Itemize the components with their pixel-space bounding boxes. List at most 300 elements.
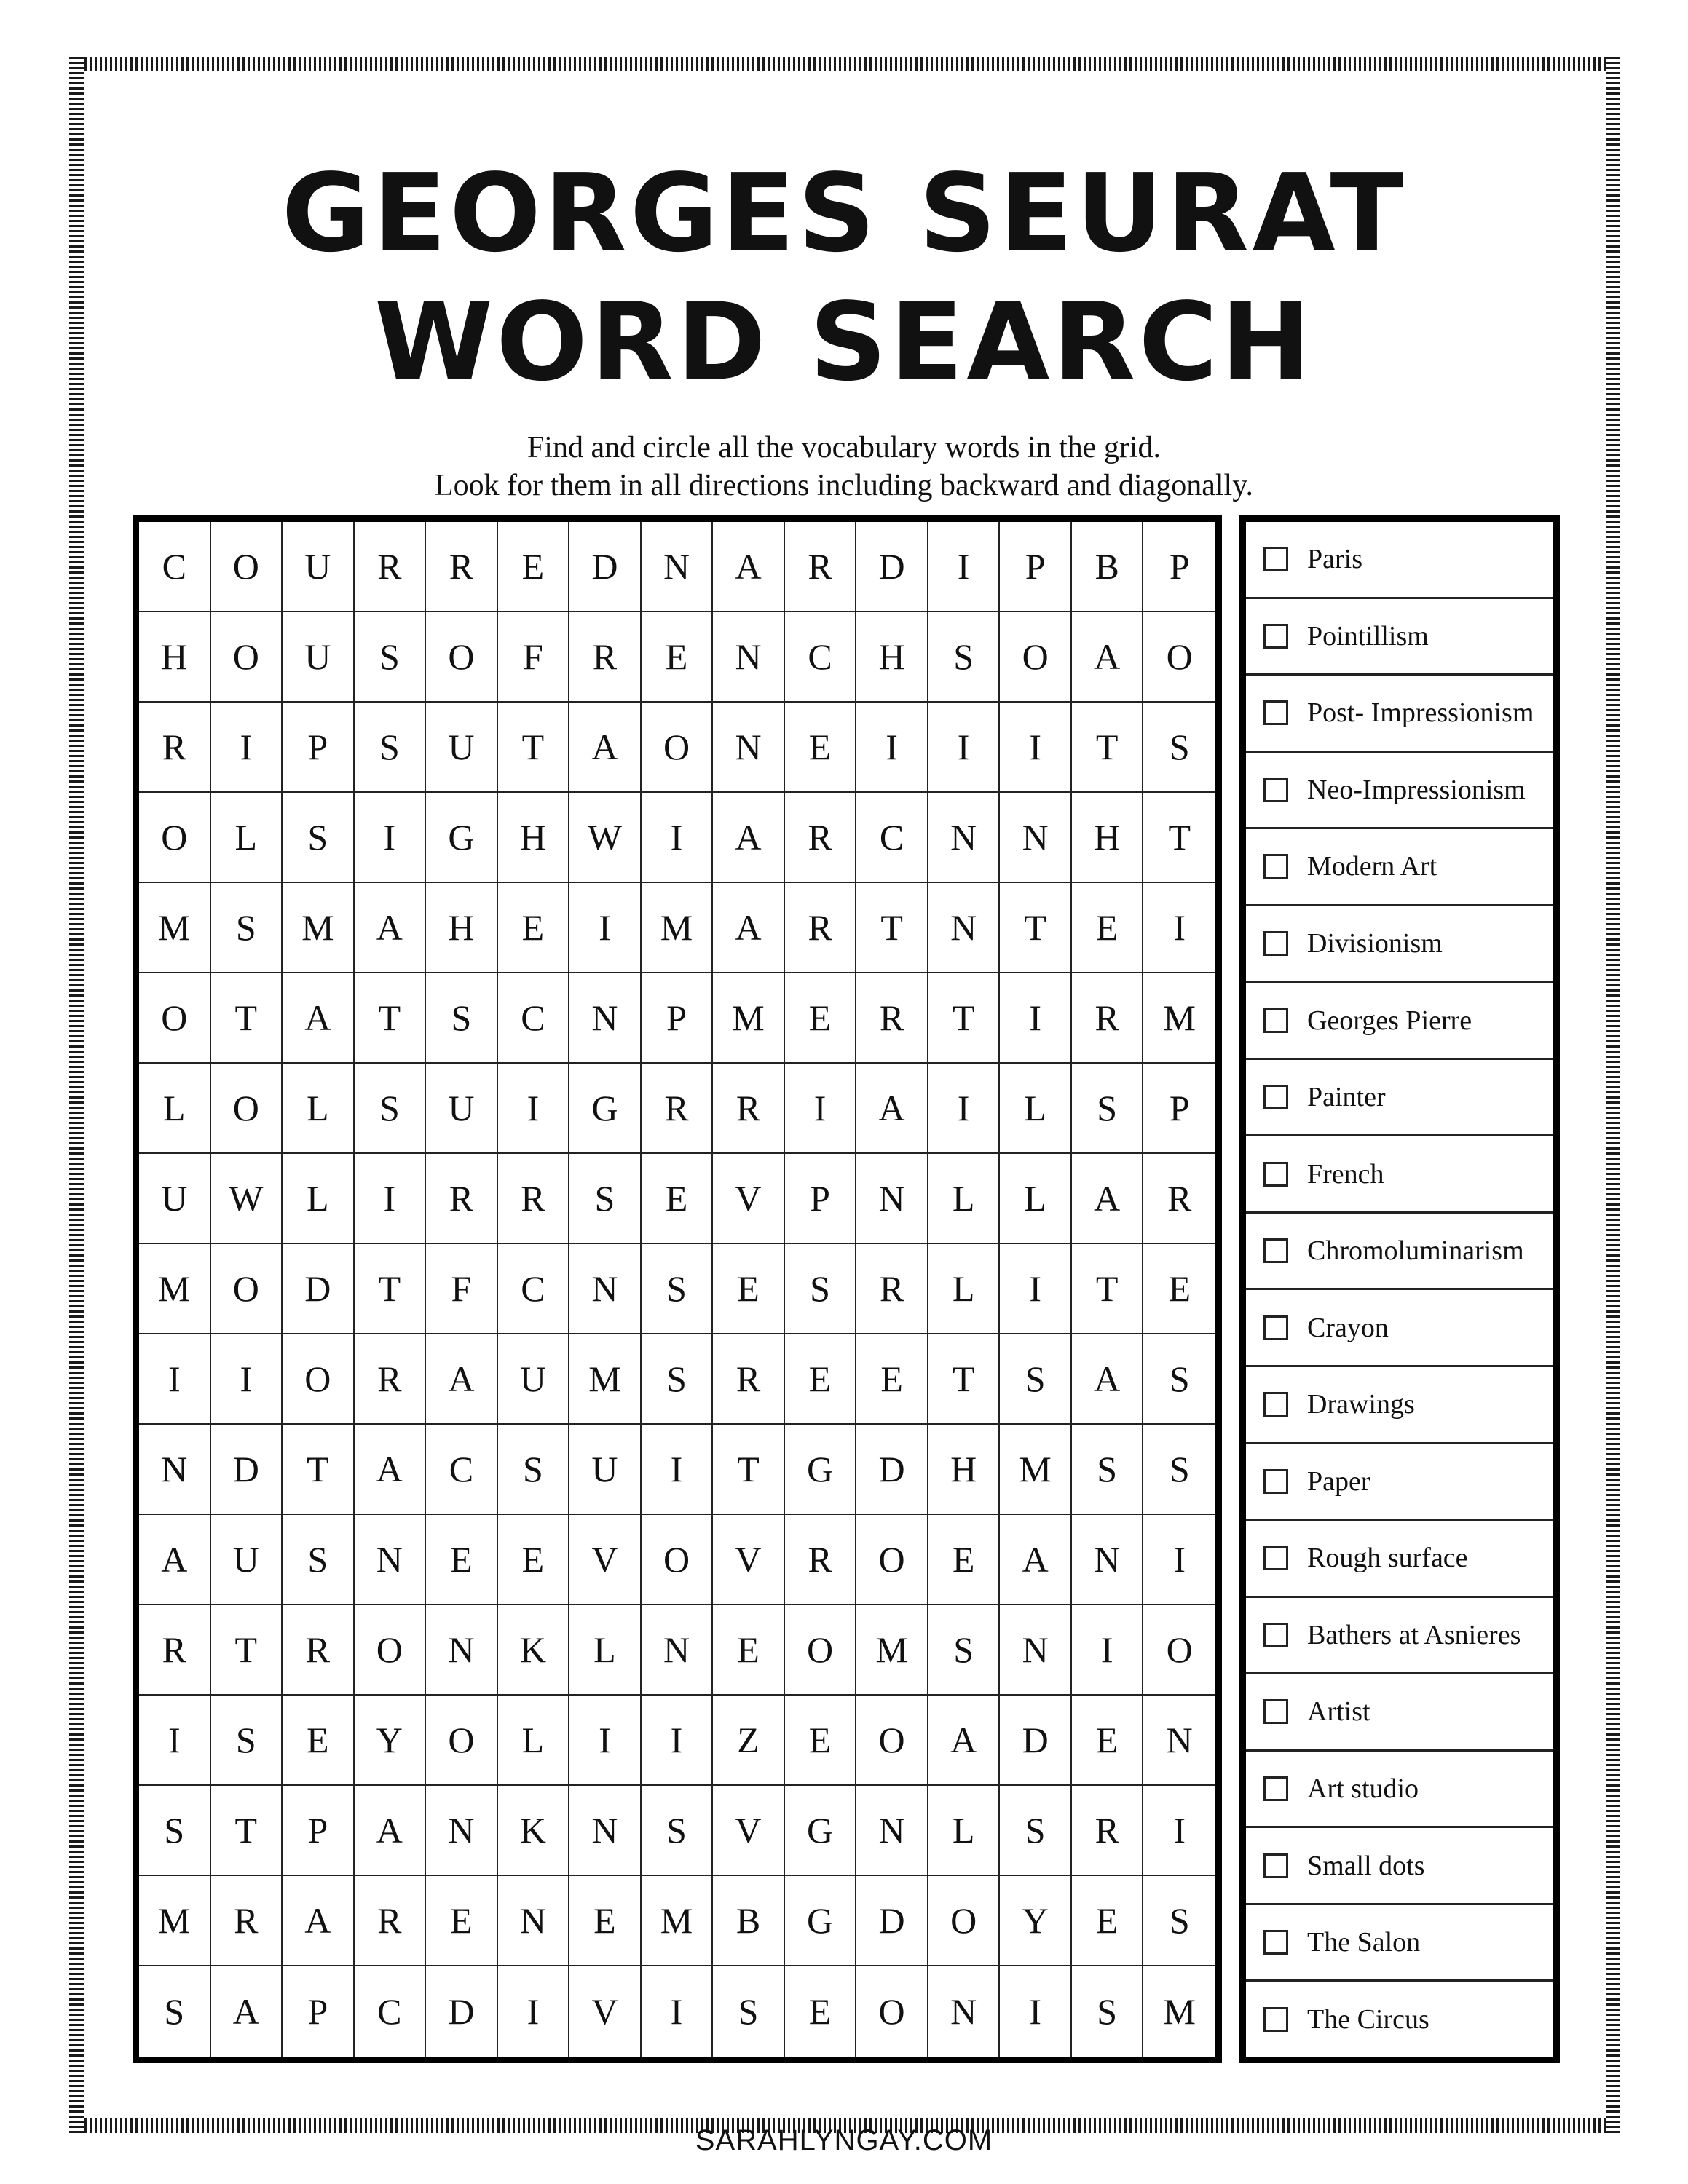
grid-cell[interactable]: M [139, 1876, 211, 1966]
grid-cell[interactable]: R [785, 1515, 857, 1605]
grid-cell[interactable]: U [211, 1515, 283, 1605]
grid-cell[interactable]: D [211, 1425, 283, 1515]
grid-cell[interactable]: A [713, 793, 785, 883]
grid-cell[interactable]: O [426, 1696, 498, 1786]
grid-cell[interactable]: I [569, 1696, 642, 1786]
grid-cell[interactable]: D [856, 522, 928, 612]
checkbox-icon[interactable] [1263, 1699, 1288, 1724]
checkbox-icon[interactable] [1263, 1469, 1288, 1494]
grid-cell[interactable]: R [1072, 973, 1144, 1064]
grid-cell[interactable]: E [1072, 1876, 1144, 1966]
grid-cell[interactable]: U [139, 1154, 211, 1244]
grid-cell[interactable]: A [1000, 1515, 1072, 1605]
grid-cell[interactable]: N [713, 612, 785, 703]
grid-cell[interactable]: C [856, 793, 928, 883]
grid-cell[interactable]: O [211, 1244, 283, 1334]
grid-cell[interactable]: R [569, 612, 642, 703]
checkbox-icon[interactable] [1263, 1392, 1288, 1417]
grid-cell[interactable]: I [928, 1064, 1001, 1154]
grid-cell[interactable]: S [498, 1425, 570, 1515]
grid-cell[interactable]: O [856, 1515, 928, 1605]
grid-cell[interactable]: E [785, 703, 857, 793]
grid-cell[interactable]: O [642, 703, 714, 793]
grid-cell[interactable]: L [1000, 1154, 1072, 1244]
word-label: The Circus [1307, 2003, 1429, 2035]
grid-cell[interactable]: L [283, 1154, 355, 1244]
grid-cell[interactable]: W [569, 793, 642, 883]
checkbox-icon[interactable] [1263, 700, 1288, 725]
grid-cell[interactable]: C [785, 612, 857, 703]
grid-cell[interactable]: N [498, 1876, 570, 1966]
grid-cell[interactable]: E [642, 612, 714, 703]
grid-cell[interactable]: D [856, 1425, 928, 1515]
grid-cell[interactable]: U [426, 703, 498, 793]
grid-cell[interactable]: R [785, 793, 857, 883]
grid-cell[interactable]: E [785, 1966, 857, 2057]
checkbox-icon[interactable] [1263, 1776, 1288, 1801]
grid-cell[interactable]: S [211, 1696, 283, 1786]
grid-cell[interactable]: T [355, 973, 427, 1064]
checkbox-icon[interactable] [1263, 854, 1288, 879]
grid-cell[interactable]: F [426, 1244, 498, 1334]
grid-cell[interactable]: T [211, 1605, 283, 1696]
grid-cell[interactable]: R [283, 1605, 355, 1696]
word-label: Paris [1307, 544, 1362, 575]
grid-cell[interactable]: H [426, 883, 498, 973]
grid-cell[interactable]: G [785, 1786, 857, 1876]
grid-cell[interactable]: E [1072, 1696, 1144, 1786]
grid-cell[interactable]: L [1000, 1064, 1072, 1154]
word-list-item [1246, 1674, 1553, 1752]
grid-cell[interactable]: N [928, 883, 1001, 973]
grid-cell[interactable]: O [1000, 612, 1072, 703]
grid-cell[interactable]: T [856, 883, 928, 973]
checkbox-icon[interactable] [1263, 1162, 1288, 1187]
grid-cell[interactable]: T [1072, 1244, 1144, 1334]
grid-cell[interactable]: A [355, 1425, 427, 1515]
word-list-item [1246, 753, 1553, 830]
word-list-item [1246, 906, 1553, 984]
grid-cell[interactable]: E [713, 1605, 785, 1696]
grid-cell[interactable]: S [1000, 1786, 1072, 1876]
grid-cell[interactable]: E [785, 973, 857, 1064]
grid-cell[interactable]: P [283, 1786, 355, 1876]
grid-cell[interactable]: I [928, 522, 1001, 612]
grid-cell[interactable]: A [1072, 1334, 1144, 1425]
grid-cell[interactable]: M [642, 883, 714, 973]
grid-cell[interactable]: I [1143, 1786, 1215, 1876]
grid-cell[interactable]: L [569, 1605, 642, 1696]
grid-cell[interactable]: E [713, 1244, 785, 1334]
grid-cell[interactable]: S [283, 1515, 355, 1605]
grid-cell[interactable]: Y [1000, 1876, 1072, 1966]
grid-cell[interactable]: W [211, 1154, 283, 1244]
grid-cell[interactable]: S [1143, 703, 1215, 793]
checkbox-icon[interactable] [1263, 1853, 1288, 1878]
grid-cell[interactable]: S [642, 1244, 714, 1334]
grid-cell[interactable]: B [713, 1876, 785, 1966]
grid-cell[interactable]: A [856, 1064, 928, 1154]
grid-cell[interactable]: E [426, 1515, 498, 1605]
grid-cell[interactable]: O [211, 612, 283, 703]
grid-cell[interactable]: L [498, 1696, 570, 1786]
grid-cell[interactable]: R [139, 703, 211, 793]
grid-cell[interactable]: P [1143, 1064, 1215, 1154]
grid-cell[interactable]: P [283, 703, 355, 793]
grid-cell[interactable]: S [1072, 1425, 1144, 1515]
grid-cell[interactable]: E [498, 883, 570, 973]
grid-cell[interactable]: A [139, 1515, 211, 1605]
grid-cell[interactable]: M [642, 1876, 714, 1966]
grid-cell[interactable]: I [1000, 1244, 1072, 1334]
grid-cell[interactable]: O [1143, 1605, 1215, 1696]
grid-cell[interactable]: L [928, 1244, 1001, 1334]
grid-cell[interactable]: I [642, 1966, 714, 2057]
grid-cell[interactable]: I [1072, 1605, 1144, 1696]
grid-cell[interactable]: O [283, 1334, 355, 1425]
grid-cell[interactable]: I [1143, 883, 1215, 973]
grid-cell[interactable]: C [498, 973, 570, 1064]
grid-cell[interactable]: E [426, 1876, 498, 1966]
grid-cell[interactable]: N [426, 1786, 498, 1876]
grid-cell[interactable]: N [355, 1515, 427, 1605]
grid-cell[interactable]: T [498, 703, 570, 793]
grid-cell[interactable]: C [426, 1425, 498, 1515]
grid-cell[interactable]: O [1143, 612, 1215, 703]
checkbox-icon[interactable] [1263, 1008, 1288, 1033]
grid-cell[interactable]: T [355, 1244, 427, 1334]
grid-cell[interactable]: P [283, 1966, 355, 2057]
grid-cell[interactable]: S [426, 973, 498, 1064]
grid-cell[interactable]: I [139, 1696, 211, 1786]
grid-cell[interactable]: S [211, 883, 283, 973]
grid-cell[interactable]: A [713, 883, 785, 973]
grid-cell[interactable]: Z [713, 1696, 785, 1786]
grid-cell[interactable]: O [355, 1605, 427, 1696]
grid-cell[interactable]: N [569, 1786, 642, 1876]
word-label: Artist [1307, 1696, 1370, 1728]
grid-cell[interactable]: T [211, 973, 283, 1064]
grid-cell[interactable]: V [713, 1786, 785, 1876]
grid-cell[interactable]: A [355, 1786, 427, 1876]
grid-cell[interactable]: T [928, 973, 1001, 1064]
grid-cell[interactable]: S [785, 1244, 857, 1334]
page-title-line-2: WORD SEARCH [374, 280, 1314, 405]
grid-cell[interactable]: I [355, 1154, 427, 1244]
grid-cell[interactable]: R [426, 522, 498, 612]
grid-cell[interactable]: A [1072, 612, 1144, 703]
grid-cell[interactable]: R [355, 1334, 427, 1425]
grid-cell[interactable]: K [498, 1786, 570, 1876]
grid-cell[interactable]: S [139, 1786, 211, 1876]
checkbox-icon[interactable] [1263, 2007, 1288, 2032]
grid-cell[interactable]: N [928, 793, 1001, 883]
grid-cell[interactable]: U [498, 1334, 570, 1425]
grid-cell[interactable]: O [139, 973, 211, 1064]
grid-cell[interactable]: A [283, 1876, 355, 1966]
grid-cell[interactable]: E [856, 1334, 928, 1425]
grid-cell[interactable]: H [139, 612, 211, 703]
grid-cell[interactable]: D [569, 522, 642, 612]
grid-cell[interactable]: E [1143, 1244, 1215, 1334]
grid-cell[interactable]: F [498, 612, 570, 703]
grid-cell[interactable]: I [1000, 1966, 1072, 2057]
grid-cell[interactable]: R [856, 973, 928, 1064]
grid-cell[interactable]: T [1072, 703, 1144, 793]
grid-cell[interactable]: S [355, 703, 427, 793]
grid-cell[interactable]: I [1143, 1515, 1215, 1605]
word-label: Pointillism [1307, 620, 1429, 652]
grid-cell[interactable]: P [642, 973, 714, 1064]
checkbox-icon[interactable] [1263, 1315, 1288, 1340]
word-label: Paper [1307, 1465, 1370, 1497]
word-label: Crayon [1307, 1312, 1389, 1343]
grid-cell[interactable]: V [569, 1966, 642, 2057]
grid-cell[interactable]: R [1072, 1786, 1144, 1876]
grid-cell[interactable]: S [139, 1966, 211, 2057]
grid-cell[interactable]: S [1143, 1876, 1215, 1966]
grid-cell[interactable]: T [211, 1786, 283, 1876]
grid-cell[interactable]: S [1143, 1334, 1215, 1425]
grid-cell[interactable]: T [1000, 883, 1072, 973]
grid-cell[interactable]: N [426, 1605, 498, 1696]
grid-cell[interactable]: H [856, 612, 928, 703]
grid-cell[interactable]: O [856, 1696, 928, 1786]
grid-cell[interactable]: D [283, 1244, 355, 1334]
grid-cell[interactable]: V [713, 1154, 785, 1244]
grid-cell[interactable]: M [283, 883, 355, 973]
word-list-item [1246, 1367, 1553, 1444]
grid-cell[interactable]: S [642, 1334, 714, 1425]
word-list [1239, 515, 1560, 2063]
grid-cell[interactable]: L [211, 793, 283, 883]
grid-cell[interactable]: N [569, 1244, 642, 1334]
grid-cell[interactable]: N [1072, 1515, 1144, 1605]
checkbox-icon[interactable] [1263, 547, 1288, 571]
grid-cell[interactable]: R [211, 1876, 283, 1966]
grid-cell[interactable]: E [1072, 883, 1144, 973]
word-label: The Salon [1307, 1927, 1421, 1958]
grid-cell[interactable]: H [928, 1425, 1001, 1515]
grid-cell[interactable]: E [498, 522, 570, 612]
word-list-item [1246, 676, 1553, 753]
grid-cell[interactable]: O [426, 612, 498, 703]
grid-cell[interactable]: R [355, 522, 427, 612]
grid-cell[interactable]: V [713, 1515, 785, 1605]
grid-cell[interactable]: R [642, 1064, 714, 1154]
grid-cell[interactable]: S [569, 1154, 642, 1244]
grid-cell[interactable]: I [1000, 703, 1072, 793]
grid-cell[interactable]: E [283, 1696, 355, 1786]
grid-cell[interactable]: I [498, 1966, 570, 2057]
grid-cell[interactable]: M [856, 1605, 928, 1696]
word-label: Painter [1307, 1082, 1386, 1113]
grid-cell[interactable]: S [713, 1966, 785, 2057]
grid-cell[interactable]: O [139, 793, 211, 883]
grid-cell[interactable]: U [569, 1425, 642, 1515]
grid-cell[interactable]: O [785, 1605, 857, 1696]
grid-cell[interactable]: N [642, 522, 714, 612]
word-list-item [1246, 1982, 1553, 2057]
grid-cell[interactable]: R [785, 883, 857, 973]
grid-cell[interactable]: R [355, 1876, 427, 1966]
grid-cell[interactable]: P [785, 1154, 857, 1244]
grid-cell[interactable]: E [785, 1334, 857, 1425]
grid-cell[interactable]: M [569, 1334, 642, 1425]
grid-cell[interactable]: S [1072, 1064, 1144, 1154]
grid-cell[interactable]: U [283, 522, 355, 612]
grid-cell[interactable]: O [642, 1515, 714, 1605]
grid-cell[interactable]: K [498, 1605, 570, 1696]
grid-cell[interactable]: N [1143, 1696, 1215, 1786]
grid-cell[interactable]: I [498, 1064, 570, 1154]
grid-cell[interactable]: A [713, 522, 785, 612]
grid-cell[interactable]: I [211, 703, 283, 793]
grid-cell[interactable]: N [1000, 1605, 1072, 1696]
grid-cell[interactable]: O [211, 1064, 283, 1154]
checkbox-icon[interactable] [1263, 624, 1288, 649]
grid-cell[interactable]: A [355, 883, 427, 973]
grid-cell[interactable]: E [569, 1876, 642, 1966]
grid-cell[interactable]: R [1143, 1154, 1215, 1244]
grid-cell[interactable]: M [1163, 1991, 1196, 2032]
grid-cell[interactable]: S [1143, 1425, 1215, 1515]
grid-cell[interactable]: I [785, 1064, 857, 1154]
grid-cell[interactable]: G [426, 793, 498, 883]
grid-cell[interactable]: L [283, 1064, 355, 1154]
grid-cell[interactable]: D [426, 1966, 498, 2057]
grid-cell[interactable]: O [928, 1876, 1001, 1966]
grid-cell[interactable]: I [355, 793, 427, 883]
grid-cell[interactable]: I [139, 1334, 211, 1425]
word-label: Drawings [1307, 1389, 1415, 1420]
grid-cell[interactable]: I [928, 703, 1001, 793]
grid-cell[interactable]: S [355, 612, 427, 703]
grid-cell[interactable]: E [498, 1515, 570, 1605]
grid-cell[interactable]: Y [355, 1696, 427, 1786]
grid-cell[interactable]: R [498, 1154, 570, 1244]
grid-cell[interactable]: R [139, 1605, 211, 1696]
grid-cell[interactable]: S [642, 1786, 714, 1876]
grid-cell[interactable]: N [642, 1605, 714, 1696]
grid-cell[interactable]: R [785, 522, 857, 612]
checkbox-icon[interactable] [1263, 1085, 1288, 1109]
grid-cell[interactable]: R [856, 1244, 928, 1334]
grid-cell[interactable]: A [211, 1966, 283, 2057]
grid-cell[interactable]: O [856, 1966, 928, 2057]
checkbox-icon[interactable] [1263, 1238, 1288, 1263]
grid-cell[interactable]: M [139, 883, 211, 973]
grid-cell[interactable]: S [1000, 1334, 1072, 1425]
grid-cell[interactable]: T [283, 1425, 355, 1515]
grid-cell[interactable]: E [642, 1154, 714, 1244]
grid-cell[interactable]: R [713, 1064, 785, 1154]
checkbox-icon[interactable] [1263, 1930, 1288, 1955]
grid-cell[interactable]: C [355, 1966, 427, 2057]
grid-cell[interactable]: U [283, 612, 355, 703]
grid-cell[interactable]: G [785, 1876, 857, 1966]
grid-cell[interactable]: D [1000, 1696, 1072, 1786]
grid-cell[interactable]: P [1143, 522, 1215, 612]
grid-cell[interactable]: S [355, 1064, 427, 1154]
grid-cell[interactable]: O [211, 522, 283, 612]
word-label: Modern Art [1307, 851, 1437, 882]
grid-cell[interactable]: A [928, 1696, 1001, 1786]
grid-cell[interactable]: C [139, 522, 211, 612]
grid-cell[interactable]: G [569, 1064, 642, 1154]
grid-cell[interactable]: M [713, 973, 785, 1064]
word-list-item [1246, 1290, 1553, 1367]
grid-cell[interactable]: N [856, 1786, 928, 1876]
grid-cell[interactable]: D [856, 1876, 928, 1966]
grid-cell[interactable]: A [426, 1334, 498, 1425]
grid-cell[interactable]: N [569, 973, 642, 1064]
grid-cell[interactable]: A [283, 973, 355, 1064]
grid-cell[interactable]: V [569, 1515, 642, 1605]
grid-cell[interactable]: I [569, 883, 642, 973]
word-list-item [1246, 983, 1553, 1060]
grid-cell[interactable]: T [713, 1425, 785, 1515]
grid-cell[interactable]: G [785, 1425, 857, 1515]
grid-cell[interactable]: I [642, 1425, 714, 1515]
grid-cell[interactable]: I [211, 1334, 283, 1425]
grid-cell[interactable]: S [1072, 1966, 1144, 2057]
grid-cell[interactable]: E [785, 1696, 857, 1786]
grid-cell[interactable]: T [928, 1334, 1001, 1425]
checkbox-icon[interactable] [1263, 1623, 1288, 1647]
word-label: Art studio [1307, 1773, 1419, 1805]
grid-cell[interactable]: N [856, 1154, 928, 1244]
grid-cell[interactable]: B [1072, 522, 1144, 612]
grid-cell[interactable]: R [713, 1334, 785, 1425]
grid-cell[interactable]: H [498, 793, 570, 883]
grid-cell[interactable]: R [426, 1154, 498, 1244]
grid-cell[interactable]: S [928, 1605, 1001, 1696]
grid-cell[interactable]: L [928, 1786, 1001, 1876]
word-list-item [1246, 599, 1553, 676]
grid-cell[interactable]: S [928, 612, 1001, 703]
grid-cell[interactable]: T [1143, 793, 1215, 883]
grid-cell[interactable]: N [928, 1966, 1001, 2057]
grid-cell[interactable]: C [498, 1244, 570, 1334]
grid-cell[interactable]: I [1000, 973, 1072, 1064]
grid-cell[interactable]: M [1143, 973, 1215, 1064]
checkbox-icon[interactable] [1263, 778, 1288, 802]
grid-cell[interactable]: I [642, 793, 714, 883]
word-label: Small dots [1307, 1850, 1425, 1881]
grid-cell[interactable]: M [1000, 1425, 1072, 1515]
grid-cell[interactable]: P [1000, 522, 1072, 612]
grid-cell[interactable]: N [1000, 793, 1072, 883]
grid-cell[interactable]: L [928, 1154, 1001, 1244]
grid-cell[interactable]: I [642, 1696, 714, 1786]
grid-cell[interactable]: H [1072, 793, 1144, 883]
grid-cell[interactable]: N [139, 1425, 211, 1515]
word-label: Neo-Impressionism [1307, 774, 1526, 805]
grid-cell[interactable]: E [928, 1515, 1001, 1605]
grid-cell[interactable]: N [713, 703, 785, 793]
grid-cell[interactable]: A [1072, 1154, 1144, 1244]
grid-cell[interactable]: L [139, 1064, 211, 1154]
grid-cell[interactable]: A [569, 703, 642, 793]
checkbox-icon[interactable] [1263, 1546, 1288, 1570]
checkbox-icon[interactable] [1263, 931, 1288, 956]
grid-cell[interactable]: S [283, 793, 355, 883]
grid-cell[interactable]: M [139, 1244, 211, 1334]
grid-cell[interactable]: U [426, 1064, 498, 1154]
grid-cell[interactable]: I [856, 703, 928, 793]
word-list-item [1246, 1752, 1553, 1829]
